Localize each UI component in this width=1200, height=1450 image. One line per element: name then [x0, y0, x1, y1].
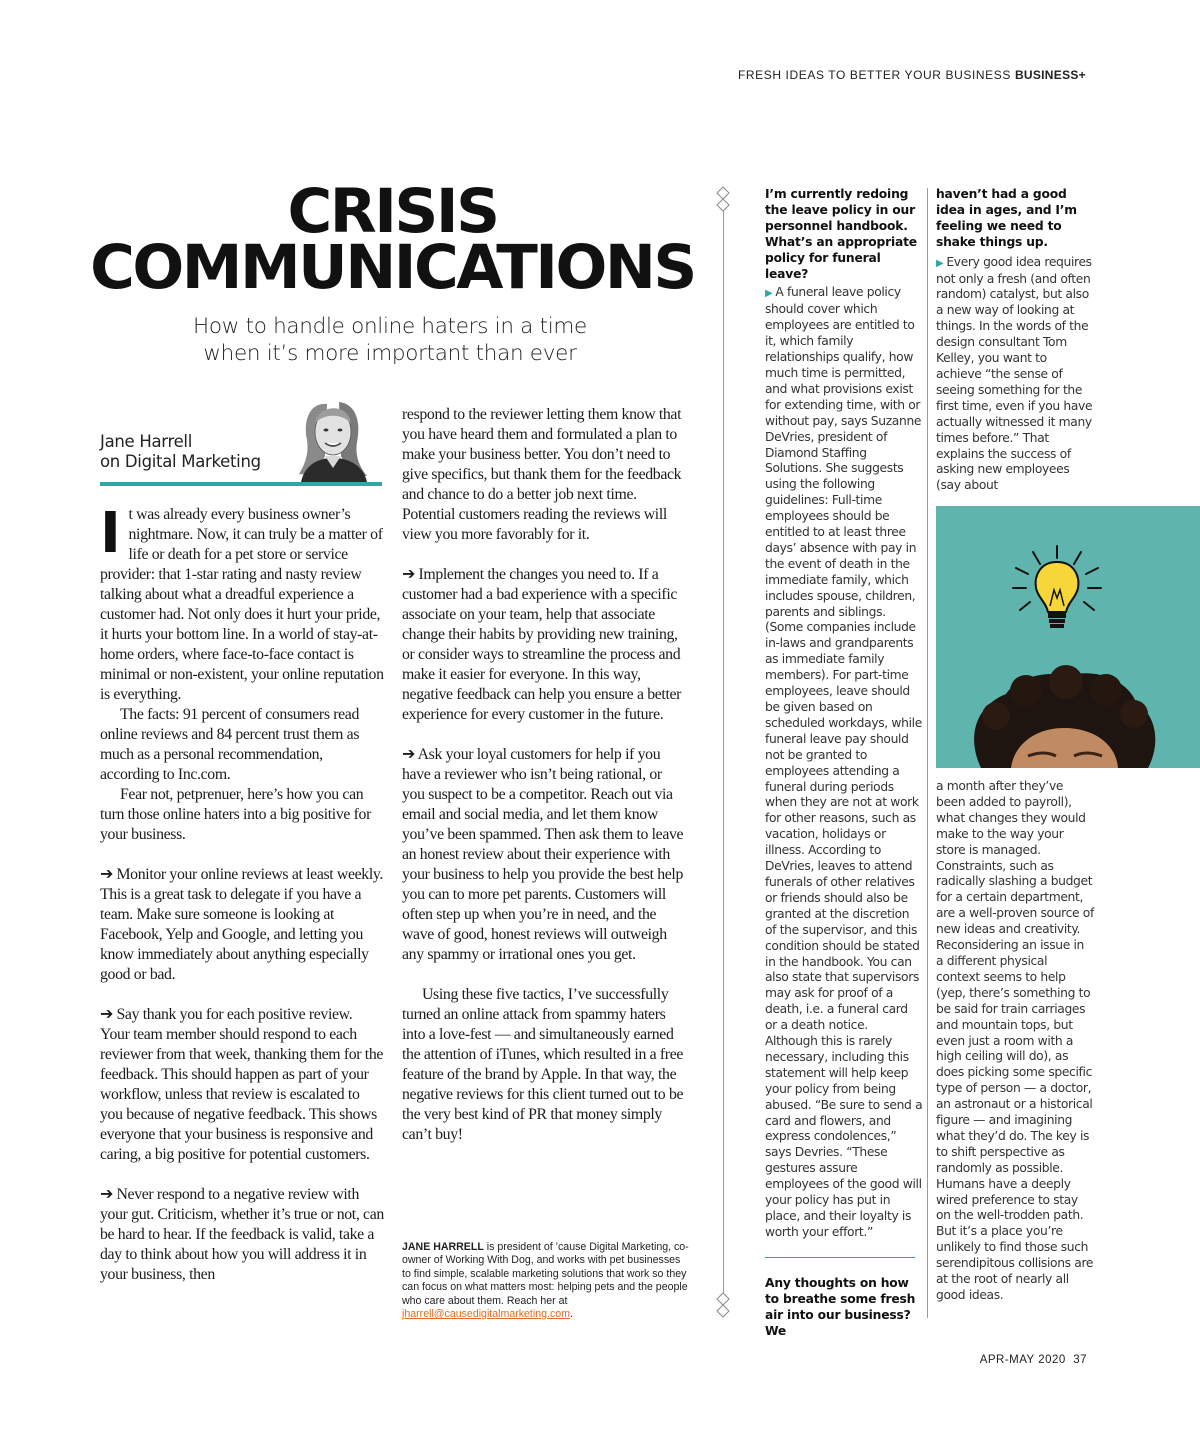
triangle-bullet-icon: ▶	[936, 257, 944, 269]
lightbulb-idea-photo	[936, 506, 1200, 768]
deck	[90, 313, 690, 367]
bio-text: is president of ’cause Digital Marketing, co-owner of Working With Dog, and works with pet businesses to find simple, scalable marketing solutions that work so they can focus on what matters most: helping pets and the people who care about them. Reach her at	[402, 1241, 689, 1307]
answer-funeral-leave-text: A funeral leave policy should cover which employees are entitled to it, which family relationships qualify, how much time is permitted, and what provisions exist for extending time, with or without pay, says Suzanne DeVries, president of Diamond Staffing Solutions. She suggests using the following guidelines: Full-time employees should be entitled to at least three days’ absence with pay in the event of death in the immediate family, which includes spouse, children, parents and siblings. (Some companies include in-laws and grandparents as immediate family members). For part-time employees, leave should be given based on scheduled workdays, while funeral leave pay should not be granted to employees attending a funeral during periods when they are not at work for other reasons, such as vacation, holidays or illness. According to DeVries, leaves to attend funerals of other relatives or friends should also be granted at the discretion of the supervisor, and this condition should be stated in the handbook. You can also state that supervisors may ask for proof of a death, i.e. a funeral card or a death notice. Although this is rarely necessary, including this statement will help keep your policy from being abused. “Be sure to send a card and flowers, and express condolences,” says Devries. “These gestures assure employees of the good will your policy has put in place, and their loyalty is worth your effort.”	[765, 285, 923, 1239]
tip-implement-changes: ➔ Implement the changes you need to. If a customer had a bad experience with a specific associate on your team, help that associate change their habits by providing new training, or consider ways to streamline the process and make it easier for everyone. In this way, negative feedback can help you ensure a better experience for every customer in the future.	[402, 566, 682, 723]
tip-ask-loyal-customers: ➔ Ask your loyal customers for help if you have a reviewer who isn’t being rational, or you suspect to be a competitor. Reach out via email and social media, and let them know you’ve been spammed. Then ask them to leave an honest review about their experience with your business to help you provide the best help you can to more pet parents. Customers will often step up when you’re in need, and the wave of good, honest reviews will outweigh any spammy or irrational ones you get.	[402, 746, 684, 963]
tip-say-thank-you: ➔ Say thank you for each positive review. Your team member should respond to each reviewer from that week, thanking them for the feedback. This should happen as part of your workflow, unless that review is escalated to you because of negative feedback. This shows everyone that your business is responsive and caring, a big positive for potential customers.	[100, 1006, 384, 1163]
headline-line-2: COMMUNICATIONS	[90, 232, 695, 303]
author-bio	[402, 1241, 692, 1321]
answer-fresh-ideas	[936, 255, 1094, 495]
page-number: 37	[1073, 1354, 1087, 1366]
byline-rule	[100, 482, 382, 486]
drop-cap: I	[100, 501, 121, 566]
bio-name: JANE HARRELL	[402, 1241, 484, 1253]
qa-column-2-continued: a month after they’ve been added to payroll), what changes they would make to the way your store is managed. Constraints, such as radically slashing a budget for a certain department, are a well-proven source of new ideas and creativity. Reconsidering an issue in a different physical context seems to help (yep, there’s something to be said for train carriages and mountain tops, but even just a room with a high ceiling will do), as does picking some specific type of person — a doctor, an astronaut or a historical figure — and imagining what they’d do. The key is to shift perspective as randomly as possible. Humans have a deeply wired preference to stay on the well-trodden path. But it’s a place you’re unlikely to find those such serendipitous collisions are at the root of nearly all good ideas.	[936, 779, 1094, 1302]
headline	[70, 176, 715, 303]
facts-paragraph: The facts: 91 percent of consumers read online reviews and 84 percent trust them as much as a personal recommendation, according to Inc.com.	[100, 706, 360, 783]
deck-line-2: when it’s more important than ever	[203, 341, 577, 366]
author-name: Jane Harrell	[100, 432, 192, 451]
qa-column-1	[765, 187, 923, 1241]
question-fresh-air-continued: haven’t had a good idea in ages, and I’m feeling we need to shake things up.	[936, 187, 1077, 249]
article-column-2	[402, 405, 686, 1145]
running-head	[738, 68, 1086, 82]
column-divider-left	[723, 200, 724, 1300]
byline	[100, 432, 261, 472]
deck-line-1: How to handle online haters in a time	[193, 314, 587, 339]
author-portrait	[287, 390, 377, 482]
qa-column-2	[936, 187, 1094, 494]
answer-funeral-leave	[765, 285, 923, 1240]
section-title: FRESH IDEAS TO BETTER YOUR BUSINESS	[737, 68, 1011, 82]
tip-never-respond: ➔ Never respond to a negative review with your gut. Criticism, whether it’s true or not, can be hard to hear. If the feedback is valid, take a day to think about how you will address it in your business, then	[100, 1186, 384, 1283]
brand-name: BUSINESS+	[1014, 68, 1086, 82]
column-divider-right	[927, 188, 928, 1318]
headline-line-1: CRISIS	[287, 176, 498, 247]
question-fresh-air: Any thoughts on how to breathe some fresh air into our business? We	[765, 1276, 916, 1338]
bio-end: .	[569, 1308, 573, 1321]
divider-ornament-bottom	[716, 1292, 730, 1318]
triangle-bullet-icon: ▶	[765, 288, 773, 300]
divider-ornament-top	[716, 186, 730, 212]
closing-paragraph: Using these five tactics, I’ve successfully turned an online attack from spammy haters into a love-fest — and simultaneously earned the attention of iTunes, which resulted in a free feature of the brand by Apple. In that way, the negative reviews for this client turned out to be the very best kind of PR that money simply can’t buy!	[402, 986, 684, 1143]
page-folio	[980, 1354, 1087, 1366]
author-topic: on Digital Marketing	[100, 452, 261, 471]
author-email-link[interactable]: jharrell@causedigitalmarketing.com	[402, 1308, 570, 1321]
intro-paragraph	[100, 501, 384, 705]
issue-date: APR-MAY 2020	[979, 1354, 1066, 1366]
fear-not-paragraph: Fear not, petprenuer, here’s how you can turn those online haters into a big positive for your business.	[100, 786, 371, 843]
answer-fresh-ideas-text: Every good idea requires not only a fresh (and often random) catalyst, but also a new way of looking at things. In the words of the design consultant Tom Kelley, you want to achieve “the sense of seeing something for the first time, even if you have actually witnessed it many times before.” That explains the success of asking new employees (say about	[936, 254, 1093, 493]
question-funeral-leave: I’m currently redoing the leave policy in our personnel handbook. What’s an appropriate policy for funeral leave?	[765, 187, 917, 281]
qa-section-rule	[765, 1257, 915, 1258]
article-column-1	[100, 501, 384, 1285]
intro-text: t was already every business owner’s nightmare. Now, it can truly be a matter of life or death for a pet store or service provider: that 1-star rating and nasty review talking about what a dreadful experience a customer had. Not only does it hurt your pride, it hurts your bottom line. In a world of stay-at-home orders, where face-to-face contact is minimal or non-existent, your online reputation is everything.	[100, 506, 384, 703]
tip-monitor-reviews: ➔ Monitor your online reviews at least weekly. This is a great task to delegate if you have a team. Make sure someone is looking at Facebook, Yelp and Google, and letting you know immediately about anything especially good or bad.	[100, 866, 384, 983]
tip-never-respond-continued: respond to the reviewer letting them know that you have heard them and formulated a plan to make your business better. You don’t need to give specifics, but thank them for the feedback and chance to do a better job next time. Potential customers reading the reviews will view you more favorably for it.	[402, 406, 682, 543]
